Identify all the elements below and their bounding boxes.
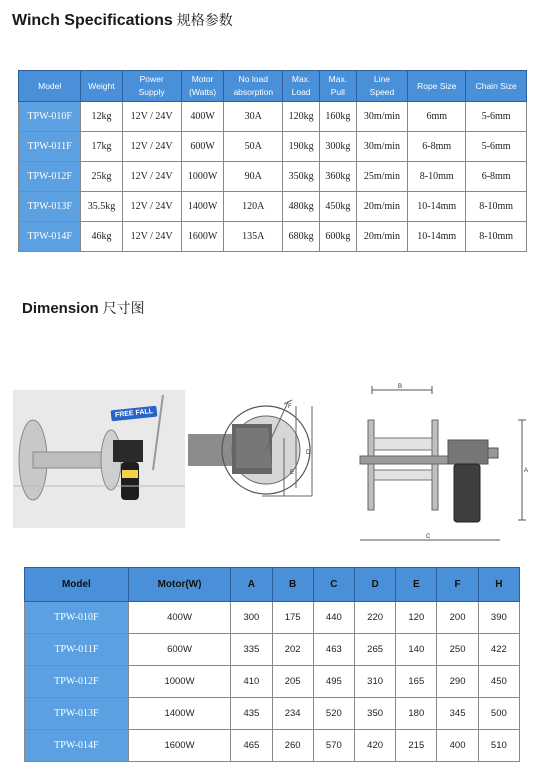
dimension-value-cell: 420	[354, 730, 395, 762]
dimension-header-cell: C	[313, 568, 354, 602]
dimension-table-row	[25, 666, 520, 698]
dimension-model-cell: TPW-013F	[25, 698, 129, 730]
dimension-value-cell: 350	[354, 698, 395, 730]
spec-header-cell	[224, 71, 283, 102]
dimension-value-cell: 1600W	[128, 730, 231, 762]
dimension-value-cell: 400	[437, 730, 478, 762]
spec-header-cell	[283, 71, 320, 102]
dimension-value-cell: 310	[354, 666, 395, 698]
spec-value-cell: 6mm	[408, 102, 466, 132]
spec-value-cell: 90A	[224, 162, 283, 192]
dimension-header-cell: H	[478, 568, 519, 602]
spec-value-cell: 600kg	[319, 222, 356, 252]
spec-value-cell: 400W	[181, 102, 224, 132]
dimension-value-cell: 410	[231, 666, 272, 698]
spec-value-cell: 10-14mm	[408, 222, 466, 252]
spec-title-en: Winch Specifications	[12, 12, 173, 29]
spec-header-text: Rope Size	[417, 80, 457, 91]
spec-value-cell: 300kg	[319, 132, 356, 162]
dimension-value-cell: 215	[396, 730, 437, 762]
spec-header-cell	[466, 71, 527, 102]
spec-value-cell: 350kg	[283, 162, 320, 192]
dimension-value-cell: 1000W	[128, 666, 231, 698]
spec-value-cell: 135A	[224, 222, 283, 252]
dimension-value-cell: 205	[272, 666, 313, 698]
spec-value-cell: 600W	[181, 132, 224, 162]
spec-header-text: Line	[373, 74, 391, 84]
spec-value-cell: 30m/min	[356, 132, 407, 162]
dimension-table-header-row	[25, 568, 520, 602]
dimension-header-cell: A	[231, 568, 272, 602]
spec-value-cell: 480kg	[283, 192, 320, 222]
spec-value-cell: 12kg	[81, 102, 122, 132]
spec-table-header-row	[19, 71, 527, 102]
spec-value-cell: 1600W	[181, 222, 224, 252]
dimension-header-cell: Model	[25, 568, 129, 602]
dimension-value-cell: 260	[272, 730, 313, 762]
spec-value-cell: 8-10mm	[466, 222, 527, 252]
dimension-header-cell: Motor(W)	[128, 568, 231, 602]
spec-section-title	[12, 10, 233, 30]
dimension-value-cell: 202	[272, 634, 313, 666]
dimension-value-cell: 600W	[128, 634, 231, 666]
dimension-value-cell: 520	[313, 698, 354, 730]
dimension-value-cell: 390	[478, 602, 519, 634]
dimension-header-cell: F	[437, 568, 478, 602]
dimension-value-cell: 140	[396, 634, 437, 666]
spec-value-cell: 120A	[224, 192, 283, 222]
dimension-model-cell: TPW-011F	[25, 634, 129, 666]
dimension-model-cell: TPW-012F	[25, 666, 129, 698]
spec-table-row	[19, 132, 527, 162]
winch-product-photo	[13, 390, 185, 528]
spec-value-cell: 360kg	[319, 162, 356, 192]
dimension-value-cell: 400W	[128, 602, 231, 634]
label-d: D	[306, 450, 311, 456]
dimension-model-cell: TPW-014F	[25, 730, 129, 762]
dimension-header-cell: D	[354, 568, 395, 602]
dimension-value-cell: 300	[231, 602, 272, 634]
spec-value-cell: 190kg	[283, 132, 320, 162]
spec-header-text: Max.	[328, 74, 348, 84]
label-b: B	[398, 384, 403, 390]
dimension-value-cell: 422	[478, 634, 519, 666]
spec-value-cell: 17kg	[81, 132, 122, 162]
dimension-table-body	[25, 602, 520, 762]
spec-table-body	[19, 102, 527, 252]
spec-value-cell: 120kg	[283, 102, 320, 132]
spec-value-cell: 12V / 24V	[122, 222, 181, 252]
spec-header-cell	[81, 71, 122, 102]
dimension-value-cell: 165	[396, 666, 437, 698]
dimension-table	[24, 567, 520, 762]
spec-value-cell: 8-10mm	[408, 162, 466, 192]
spec-header-text: Motor	[191, 74, 214, 84]
dimension-value-cell: 234	[272, 698, 313, 730]
dimension-value-cell: 570	[313, 730, 354, 762]
spec-value-cell: 1400W	[181, 192, 224, 222]
winch-photo-illustration	[13, 390, 185, 528]
dimension-table-row	[25, 634, 520, 666]
spec-header-text: Weight	[88, 80, 115, 91]
spec-header-cell	[181, 71, 224, 102]
dimension-value-cell: 500	[478, 698, 519, 730]
spec-table-row	[19, 222, 527, 252]
label-c: C	[426, 534, 431, 540]
dimension-value-cell: 290	[437, 666, 478, 698]
spec-header-text: Model	[38, 80, 62, 91]
winch-side-view-drawing	[188, 398, 328, 548]
label-e: E	[290, 470, 295, 476]
dimension-value-cell: 200	[437, 602, 478, 634]
spec-value-cell: 680kg	[283, 222, 320, 252]
spec-header-cell	[319, 71, 356, 102]
dimension-header-cell: B	[272, 568, 313, 602]
spec-value-cell: 30m/min	[356, 102, 407, 132]
dimension-header-cell: E	[396, 568, 437, 602]
dimension-value-cell: 335	[231, 634, 272, 666]
spec-table-row	[19, 192, 527, 222]
spec-model-cell: TPW-010F	[19, 102, 81, 132]
label-f: F	[288, 404, 292, 410]
spec-value-cell: 1000W	[181, 162, 224, 192]
dimension-value-cell: 220	[354, 602, 395, 634]
spec-table-row	[19, 162, 527, 192]
spec-header-text: Load	[291, 87, 311, 97]
spec-value-cell: 46kg	[81, 222, 122, 252]
spec-value-cell: 12V / 24V	[122, 102, 181, 132]
spec-model-cell: TPW-012F	[19, 162, 81, 192]
spec-model-cell: TPW-013F	[19, 192, 81, 222]
spec-value-cell: 8-10mm	[466, 192, 527, 222]
spec-header-text: absorption	[233, 87, 274, 97]
spec-value-cell: 50A	[224, 132, 283, 162]
dimension-value-cell: 250	[437, 634, 478, 666]
dimension-value-cell: 265	[354, 634, 395, 666]
dimension-value-cell: 1400W	[128, 698, 231, 730]
spec-header-text: Pull	[330, 87, 345, 97]
dimension-value-cell: 463	[313, 634, 354, 666]
dimension-value-cell: 180	[396, 698, 437, 730]
spec-value-cell: 12V / 24V	[122, 132, 181, 162]
dimension-value-cell: 510	[478, 730, 519, 762]
dimension-title-cn: 尺寸图	[102, 301, 145, 317]
spec-value-cell: 160kg	[319, 102, 356, 132]
dimension-value-cell: 450	[478, 666, 519, 698]
spec-header-text: Speed	[369, 87, 395, 97]
spec-header-text: Max.	[291, 74, 311, 84]
spec-value-cell: 6-8mm	[466, 162, 527, 192]
spec-value-cell: 10-14mm	[408, 192, 466, 222]
dimension-value-cell: 345	[437, 698, 478, 730]
spec-value-cell: 12V / 24V	[122, 162, 181, 192]
spec-title-cn: 规格参数	[176, 13, 233, 29]
spec-value-cell: 450kg	[319, 192, 356, 222]
spec-header-text: Supply	[138, 87, 165, 97]
spec-header-cell	[19, 71, 81, 102]
spec-header-cell	[122, 71, 181, 102]
spec-header-cell	[408, 71, 466, 102]
label-a: A	[524, 468, 529, 474]
spec-model-cell: TPW-014F	[19, 222, 81, 252]
spec-value-cell: 12V / 24V	[122, 192, 181, 222]
dimension-value-cell: 435	[231, 698, 272, 730]
spec-value-cell: 25kg	[81, 162, 122, 192]
dimension-value-cell: 120	[396, 602, 437, 634]
spec-table-row	[19, 102, 527, 132]
dimension-model-cell: TPW-010F	[25, 602, 129, 634]
free-fall-badge: FREE FALL	[111, 406, 158, 422]
dimension-value-cell: 175	[272, 602, 313, 634]
spec-header-text: (Watts)	[189, 87, 217, 97]
dimension-value-cell: 495	[313, 666, 354, 698]
spec-model-cell: TPW-011F	[19, 132, 81, 162]
dimension-table-row	[25, 698, 520, 730]
spec-value-cell: 35.5kg	[81, 192, 122, 222]
spec-value-cell: 20m/min	[356, 222, 407, 252]
spec-value-cell: 5-6mm	[466, 132, 527, 162]
spec-value-cell: 5-6mm	[466, 102, 527, 132]
spec-value-cell: 20m/min	[356, 192, 407, 222]
spec-table	[18, 70, 527, 252]
spec-header-text: Chain Size	[475, 80, 517, 91]
dimension-title-en: Dimension	[22, 300, 99, 317]
spec-value-cell: 25m/min	[356, 162, 407, 192]
dimension-section-title	[22, 298, 145, 318]
spec-value-cell: 6-8mm	[408, 132, 466, 162]
winch-front-view-drawing	[350, 380, 535, 550]
dimension-value-cell: 440	[313, 602, 354, 634]
dimension-table-row	[25, 602, 520, 634]
spec-value-cell: 30A	[224, 102, 283, 132]
dimension-value-cell: 465	[231, 730, 272, 762]
spec-header-cell	[356, 71, 407, 102]
dimension-table-row	[25, 730, 520, 762]
spec-header-text: Power	[139, 74, 164, 84]
spec-header-text: No load	[238, 74, 268, 84]
